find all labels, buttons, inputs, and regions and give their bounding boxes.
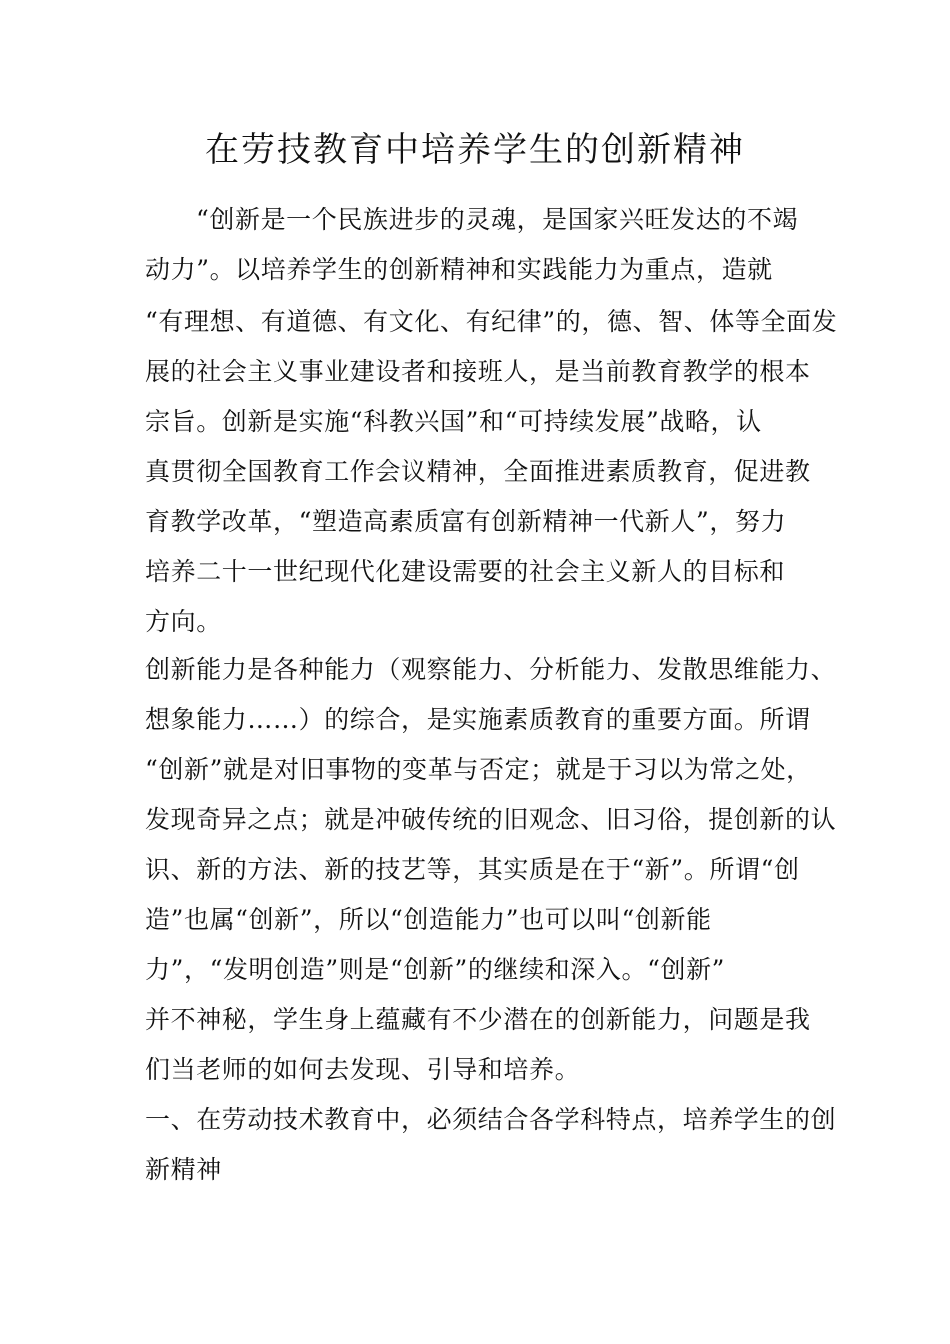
paragraph-2-line-2: 想象能力……）的综合，是实施素质教育的重要方面。所谓: [145, 705, 811, 734]
paragraph-1-line-3: “有理想、有道德、有文化、有纪律”的，德、智、体等全面发: [145, 307, 838, 336]
paragraph-2-line-1: 创新能力是各种能力（观察能力、分析能力、发散思维能力、: [145, 655, 837, 684]
paragraph-1-line-5: 宗旨。创新是实施“科教兴国”和“可持续发展”战略，认: [145, 407, 762, 436]
paragraph-2-line-9: 们当老师的如何去发现、引导和培养。: [145, 1055, 581, 1084]
paragraph-1-line-4: 展的社会主义事业建设者和接班人，是当前教育教学的根本: [145, 357, 811, 386]
paragraph-2-line-4: 发现奇异之点；就是冲破传统的旧观念、旧习俗，提创新的认: [145, 805, 837, 834]
paragraph-1-line-7: 育教学改革，“塑造高素质富有创新精神一代新人”，努力: [145, 507, 787, 536]
paragraph-1-line-1: “创新是一个民族进步的灵魂，是国家兴旺发达的不竭: [196, 205, 799, 234]
paragraph-1-line-8: 培养二十一世纪现代化建设需要的社会主义新人的目标和: [145, 557, 786, 586]
paragraph-2-line-3: “创新”就是对旧事物的变革与否定；就是于习以为常之处，: [145, 755, 812, 784]
paragraph-1-line-6: 真贯彻全国教育工作会议精神，全面推进素质教育，促进教: [145, 457, 811, 486]
paragraph-1-line-2: 动力”。以培养学生的创新精神和实践能力为重点，造就: [145, 255, 773, 284]
paragraph-2-line-6: 造”也属“创新”，所以“创造能力”也可以叫“创新能: [145, 905, 712, 934]
section-heading-line-2: 新精神: [145, 1155, 222, 1184]
paragraph-1-line-9: 方向。: [145, 607, 222, 636]
document-title: 在劳技教育中培养学生的创新精神: [205, 130, 745, 170]
paragraph-2-line-8: 并不神秘，学生身上蕴藏有不少潜在的创新能力，问题是我: [145, 1005, 811, 1034]
section-heading-line-1: 一、在劳动技术教育中，必须结合各学科特点，培养学生的创: [145, 1105, 837, 1134]
paragraph-2-line-5: 识、新的方法、新的技艺等，其实质是在于“新”。所谓“创: [145, 855, 800, 884]
paragraph-2-line-7: 力”，“发明创造”则是“创新”的继续和深入。“创新”: [145, 955, 726, 984]
